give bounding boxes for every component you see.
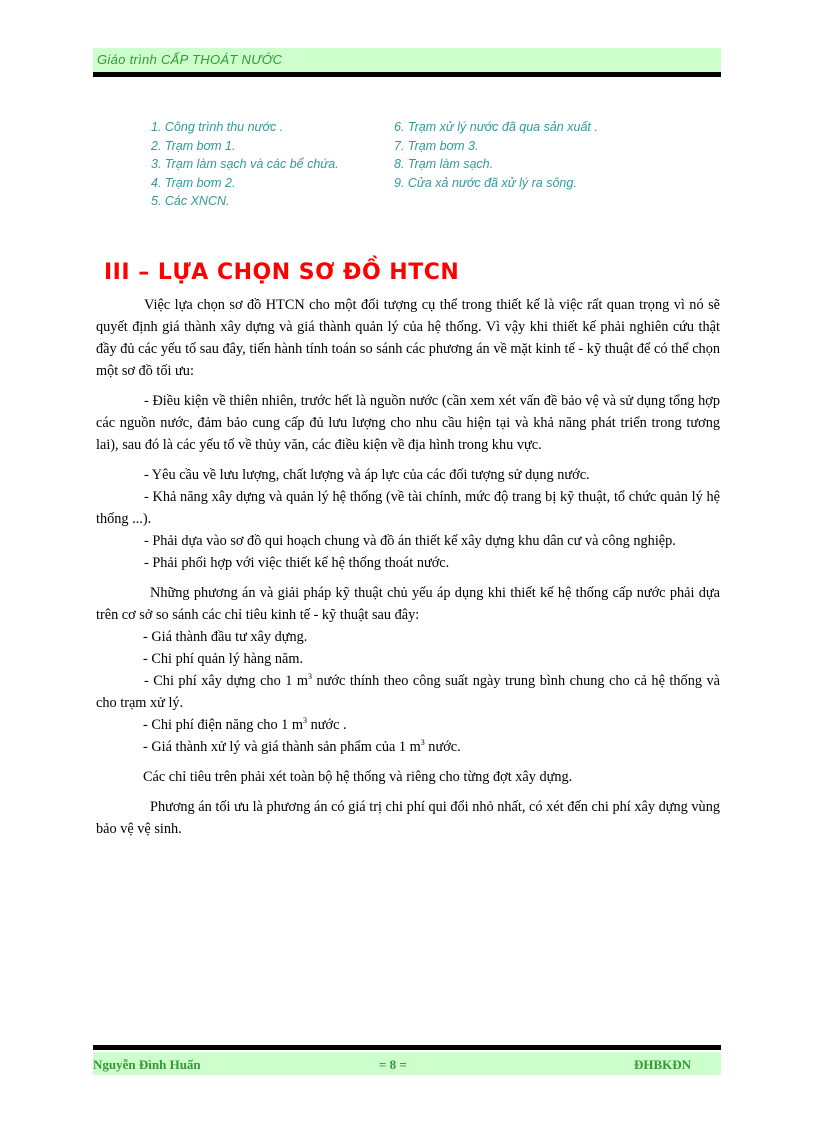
paragraph-planning: - Phải dựa vào sơ đồ qui hoạch chung và đồ án thiết kế xây dựng khu dân cư và công nghiệp. — [144, 533, 676, 549]
legend-left-column — [151, 118, 391, 211]
legend-item: 9. Cửa xả nước đã xử lý ra sông. — [394, 175, 577, 190]
paragraph-criteria-intro: Những phương án và giải pháp kỹ thuật chủ yếu áp dụng khi thiết kế hệ thống cấp nước phải dựa trên cơ sở so sánh các chỉ tiêu kinh tế - kỹ thuật sau đây: — [96, 585, 720, 623]
superscript: 3 — [308, 672, 313, 682]
footer-organization: ĐHBKĐN — [633, 1057, 691, 1072]
legend-item: 8. Trạm làm sạch. — [394, 157, 494, 171]
criteria-text: - Giá thành xử lý và giá thành sản phẩm của 1 m — [143, 739, 421, 755]
legend-item: 1. Công trình thu nước . — [151, 120, 284, 134]
footer-author: Nguyễn Đình Huấn — [93, 1057, 201, 1072]
superscript: 3 — [420, 738, 425, 748]
page-header — [93, 48, 721, 72]
paragraph-intro: Việc lựa chọn sơ đồ HTCN cho một đối tượng cụ thể trong thiết kế là việc rất quan trọng vì nó sẽ quyết định giá thành xây dựng và giá thành quản lý của hệ thống. Vì vậy khi thiết kế phải nghiên cứu thật đầy đủ các yếu tố sau đây, tiến hành tính toán so sánh các phương án về mặt kinh tế - kỹ thuật để có thể chọn một sơ đồ tối ưu: — [96, 297, 720, 379]
criteria-item — [96, 714, 720, 736]
paragraph-requirements: - Yêu cầu về lưu lượng, chất lượng và áp lực của các đối tượng sử dụng nước. — [144, 467, 590, 483]
legend-right-column — [394, 118, 674, 192]
paragraph-natural-conditions: - Điều kiện về thiên nhiên, trước hết là nguồn nước (cần xem xét vấn đề bảo vệ và sử dụng tổng hợp các nguồn nước, đảm bảo cung cấp đủ lưu lượng cho nhu cầu hiện tại và khả năng phát triển trong tương lai), sau đó là các yếu tố về thủy văn, các điều kiện về địa hình trong khu vực. — [96, 393, 720, 453]
legend-item: 7. Trạm bơm 3. — [394, 138, 479, 153]
legend-item: 4. Trạm bơm 2. — [151, 175, 236, 190]
body-text — [96, 294, 720, 840]
section-heading: III – LỰA CHỌN SƠ ĐỒ HTCN — [104, 260, 460, 285]
criteria-text: nước thính theo công suất ngày trung bình chung cho cả hệ thống và cho trạm xử lý. — [96, 673, 720, 711]
criteria-text: nước . — [307, 717, 347, 733]
legend-item: 6. Trạm xử lý nước đã qua sản xuất . — [394, 120, 598, 134]
criteria-item — [96, 670, 720, 714]
footer-rule — [93, 1045, 721, 1050]
criteria-text: nước. — [424, 739, 461, 755]
paragraph-capability: - Khả năng xây dựng và quản lý hệ thống (về tài chính, mức độ trang bị kỹ thuật, tổ chức quản lý hệ thống ...). — [96, 489, 720, 527]
legend-item: 2. Trạm bơm 1. — [151, 138, 236, 153]
criteria-text: - Chi phí xây dựng cho 1 m — [144, 673, 309, 689]
paragraph-scope: Các chỉ tiêu trên phải xét toàn bộ hệ thống và riêng cho từng đợt xây dựng. — [143, 769, 573, 785]
page-number: = 8 = — [379, 1057, 407, 1072]
page-footer — [93, 1052, 721, 1075]
header-title: Giáo trình CẤP THOÁT NƯỚC — [97, 52, 283, 67]
header-rule — [93, 72, 721, 77]
legend-item: 3. Trạm làm sạch và các bể chứa. — [151, 157, 339, 171]
paragraph-optimal: Phương án tối ưu là phương án có giá trị chi phí qui đổi nhỏ nhất, có xét đến chi phí xây dựng vùng bảo vệ vệ sinh. — [96, 799, 720, 837]
superscript: 3 — [303, 716, 308, 726]
criteria-item: - Giá thành đầu tư xây dựng. — [143, 629, 308, 645]
paragraph-drainage: - Phải phối hợp với việc thiết kế hệ thống thoát nước. — [144, 555, 450, 571]
criteria-item — [96, 736, 720, 758]
criteria-text: - Chi phí điện năng cho 1 m — [143, 717, 304, 733]
legend-item: 5. Các XNCN. — [151, 194, 230, 208]
criteria-item: - Chi phí quản lý hàng năm. — [143, 651, 304, 667]
